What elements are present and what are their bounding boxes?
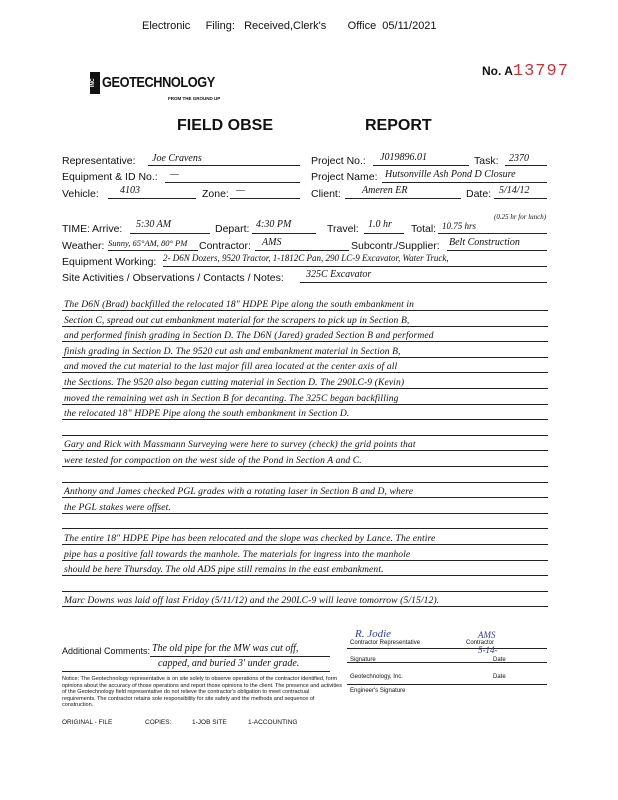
additional-comments-label: Additional Comments: [62, 646, 151, 656]
notes-rule [62, 482, 548, 483]
arrive-value: 5:30 AM [136, 219, 172, 230]
equipment-working-line1: 2- D6N Dozers, 9520 Tractor, 1-1812C Pan, 290 LC-9 Excavator, Water Truck, [163, 253, 449, 263]
contractor-rep-label: Contractor Representative [350, 640, 421, 646]
total-label: Total: [411, 223, 437, 235]
client-label: Client: [311, 188, 341, 200]
contractor-sig-label: Contractor [466, 640, 495, 646]
notes-rule [62, 310, 548, 311]
travel-label: Travel: [327, 223, 359, 235]
notes-line: the Sections. The 9520 also began cutting material in Section D. The 290LC-9 (Kevin) [64, 377, 405, 388]
date-sig-label: Date [493, 657, 506, 663]
equipment-working-line2: 325C Excavator [306, 269, 372, 280]
zone-label: Zone: [202, 188, 229, 200]
notes-line: and performed finish grading in Section D. The D6N (Jared) graded Section B and performed [64, 330, 434, 342]
footer-job-site: 1-JOB SITE [192, 719, 227, 726]
notes-line: were tested for compaction on the west side of the Pond in Section A and C. [64, 455, 362, 466]
contractor-value: AMS [262, 237, 282, 248]
notes-rule [62, 513, 548, 514]
footer-copies: COPIES: [145, 719, 172, 726]
logo-tagline: FROM THE GROUND UP [168, 96, 221, 101]
project-name-value: Hutsonville Ash Pond D Closure [385, 169, 516, 180]
project-no-value: J019896.01 [380, 152, 427, 163]
notes-rule [62, 575, 548, 576]
vehicle-value: 4103 [120, 185, 140, 196]
notes-rule [62, 497, 548, 498]
time-label: TIME: [62, 223, 90, 235]
client-value: Ameren ER [362, 185, 408, 196]
notes-line: The entire 18" HDPE Pipe has been relocated and the slope was checked by Lance. The entire [64, 533, 436, 544]
notes-rule [62, 606, 548, 607]
notes-rule [62, 326, 548, 327]
date-value: 5/14/12 [499, 185, 530, 196]
weather-label: Weather: [62, 240, 105, 252]
report-title-left: FIELD OBSE [177, 117, 274, 134]
equipment-working-label: Equipment Working: [62, 256, 157, 268]
notes-line: and moved the cut material to the last major fill area located at the center axis of all [64, 361, 398, 373]
footer-original: ORIGINAL - FILE [62, 719, 113, 726]
total-value: 10.75 hrs [442, 221, 477, 231]
filing-stamp: Electronic Filing: Received,Clerk's Office 05/11/2021 [142, 20, 437, 32]
representative-value: Joe Cravens [152, 153, 202, 164]
site-activities-label: Site Activities / Observations / Contacts / Notes: [62, 272, 284, 284]
notes-rule [62, 372, 548, 373]
notes-rule [62, 450, 548, 451]
date-mark: 5-14- [478, 645, 498, 655]
depart-value: 4:30 PM [256, 219, 292, 230]
company-logo [90, 70, 230, 106]
notes-line: moved the remaining wet ash in Section B for decanting. The 325C began backfilling [64, 392, 399, 404]
arrive-label: Arrive: [92, 223, 123, 235]
notes-line: should be here Thursday. The old ADS pipe still remains in the east embankment. [64, 564, 384, 576]
depart-label: Depart: [215, 223, 250, 235]
report-title-right: REPORT [365, 117, 432, 134]
subcontractor-label: Subcontr./Supplier: [351, 240, 440, 252]
notes-rule [62, 388, 548, 389]
notes-rule [62, 357, 548, 358]
report-number [482, 62, 569, 81]
notes-line: the PGL stakes were offset. [64, 501, 171, 513]
vehicle-label: Vehicle: [62, 188, 99, 200]
date2-sig-label: Date [493, 674, 506, 680]
notes-line: Anthony and James checked PGL grades with a rotating laser in Section B and D, where [64, 486, 414, 498]
notes-rule [62, 435, 548, 436]
notes-line: Gary and Rick with Massmann Surveying were here to survey (check) the grid points that [64, 439, 416, 451]
logo-name: GEOTECHNOLOGY [102, 74, 215, 91]
signature-mark: R. Jodie [355, 628, 392, 640]
signature-label: Signature [350, 657, 376, 663]
notes-line: The D6N (Brad) backfilled the relocated 18" HDPE Pipe along the south embankment in [64, 299, 415, 310]
additional-comments-line2: capped, and buried 3' under grade. [158, 658, 300, 669]
report-number-value: 13797 [512, 62, 569, 81]
notice-text: Notice: The Geotechnology representative is on site solely to observe operations of the contractor identified, form opinions about the accuracy of those operations and report those opinions to the client. The presence and activities of the Geotechnology field representative do not relieve the contractor's obligation to meet contractual requirements. The contractor retains sole responsibility for site safety and the methods and sequence of construction. [62, 676, 342, 709]
equipment-id-label: Equipment & ID No.: [62, 171, 158, 183]
notes-rule [62, 591, 548, 592]
geotechnology-sig-label: Geotechnology, Inc. [350, 674, 403, 680]
contractor-mark: AMS [478, 630, 496, 640]
additional-comments-line1: The old pipe for the MW was cut off, [152, 643, 299, 654]
project-no-label: Project No.: [311, 155, 366, 167]
notes-line: pipe has a positive fall towards the manhole. The materials for ingress into the manhole [64, 548, 411, 560]
contractor-label: Contractor: [199, 240, 251, 252]
notes-rule [62, 544, 548, 545]
report-number-label: No. A [482, 64, 513, 78]
notes-line: finish grading in Section D. The 9520 cut ash and embankment material in Section B, [64, 345, 401, 357]
equipment-id-value: — [170, 169, 179, 180]
notes-rule [62, 560, 548, 561]
notes-rule [62, 419, 548, 420]
notes-rule [62, 528, 548, 529]
date-label: Date: [466, 188, 492, 200]
representative-label: Representative: [62, 155, 136, 167]
travel-value: 1.0 hr [368, 219, 392, 230]
total-note: (0.25 hr for lunch) [494, 213, 547, 221]
notes-line: the relocated 18" HDPE Pipe along the south embankment in Section D. [64, 408, 350, 420]
zone-value: — [236, 185, 245, 196]
engineer-signature-label: Engineer's Signature [350, 688, 406, 694]
notes-rule [62, 341, 548, 342]
project-name-label: Project Name: [311, 171, 378, 183]
notes-line: Marc Downs was laid off last Friday (5/11/12) and the 290LC-9 will leave tomorrow (5/15/12). [64, 595, 440, 607]
notes-line: Section C, spread out cut embankment material for the scrapers to pick up in Section B, [64, 314, 410, 326]
notes-rule [62, 466, 548, 467]
notes-rule [62, 404, 548, 405]
task-label: Task: [474, 155, 499, 167]
logo-prefix: INC [90, 72, 100, 94]
weather-value: Sunny, 65°AM, 80° PM [108, 238, 188, 248]
subcontractor-value: Belt Construction [449, 237, 520, 248]
task-value: 2370 [509, 153, 529, 164]
footer-accounting: 1-ACCOUNTING [248, 719, 298, 726]
